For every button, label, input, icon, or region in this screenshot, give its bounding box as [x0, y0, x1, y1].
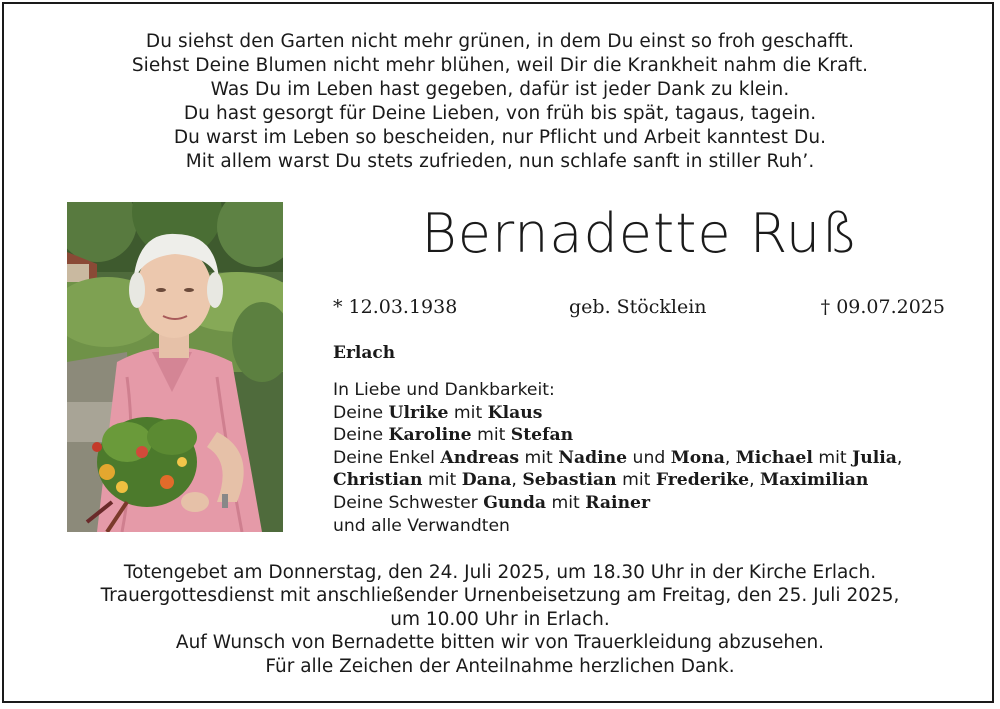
mourners-line: Deine Karoline mit Stefan [333, 425, 574, 446]
poem-line: Was Du im Leben hast gegeben, dafür ist jeder Dank zu klein. [210, 79, 790, 100]
mourners-list [333, 379, 973, 537]
service-line: Trauergottesdienst mit anschließender Urnenbeisetzung am Freitag, den 25. Juli 2025, [100, 585, 900, 607]
maiden-name: geb. Stöcklein [569, 296, 707, 318]
service-line: Für alle Zeichen der Anteilnahme herzlichen Dank. [265, 655, 735, 677]
poem-line: Du hast gesorgt für Deine Lieben, von früh bis spät, tagaus, tagein. [183, 103, 817, 124]
life-dates [333, 296, 945, 322]
service-line: um 10.00 Uhr in Erlach. [390, 608, 610, 630]
service-line: Auf Wunsch von Bernadette bitten wir von Trauerkleidung abzusehen. [175, 632, 825, 654]
mourners-intro: In Liebe und Dankbarkeit: [333, 380, 555, 400]
poem-line: Mit allem warst Du stets zufrieden, nun schlafe sanft in stiller Ruh’. [185, 151, 815, 172]
deceased-name: Bernadette Ruß [421, 202, 859, 265]
portrait-photo [67, 202, 283, 532]
death-date: † 09.07.2025 [820, 296, 945, 318]
mourners-line: Christian mit Dana, Sebastian mit Frederike, Maximilian [333, 470, 869, 491]
birth-date: * 12.03.1938 [333, 296, 458, 318]
poem-line: Du siehst den Garten nicht mehr grünen, in dem Du einst so froh geschafft. [145, 31, 855, 52]
mourners-line: Deine Ulrike mit Klaus [333, 402, 543, 423]
hometown: Erlach [333, 343, 396, 363]
mourners-closing: und alle Verwandten [333, 515, 510, 536]
memorial-poem [0, 30, 1000, 174]
poem-line: Du warst im Leben so bescheiden, nur Pflicht und Arbeit kanntest Du. [173, 127, 827, 148]
poem-line: Siehst Deine Blumen nicht mehr blühen, weil Dir die Krankheit nahm die Kraft. [131, 55, 869, 76]
service-details [0, 561, 1000, 678]
service-line: Totengebet am Donnerstag, den 24. Juli 2025, um 18.30 Uhr in der Kirche Erlach. [123, 562, 877, 583]
mourners-line: Deine Schwester Gunda mit Rainer [333, 492, 651, 513]
mourners-line: Deine Enkel Andreas mit Nadine und Mona, Michael mit Julia, [333, 447, 903, 468]
